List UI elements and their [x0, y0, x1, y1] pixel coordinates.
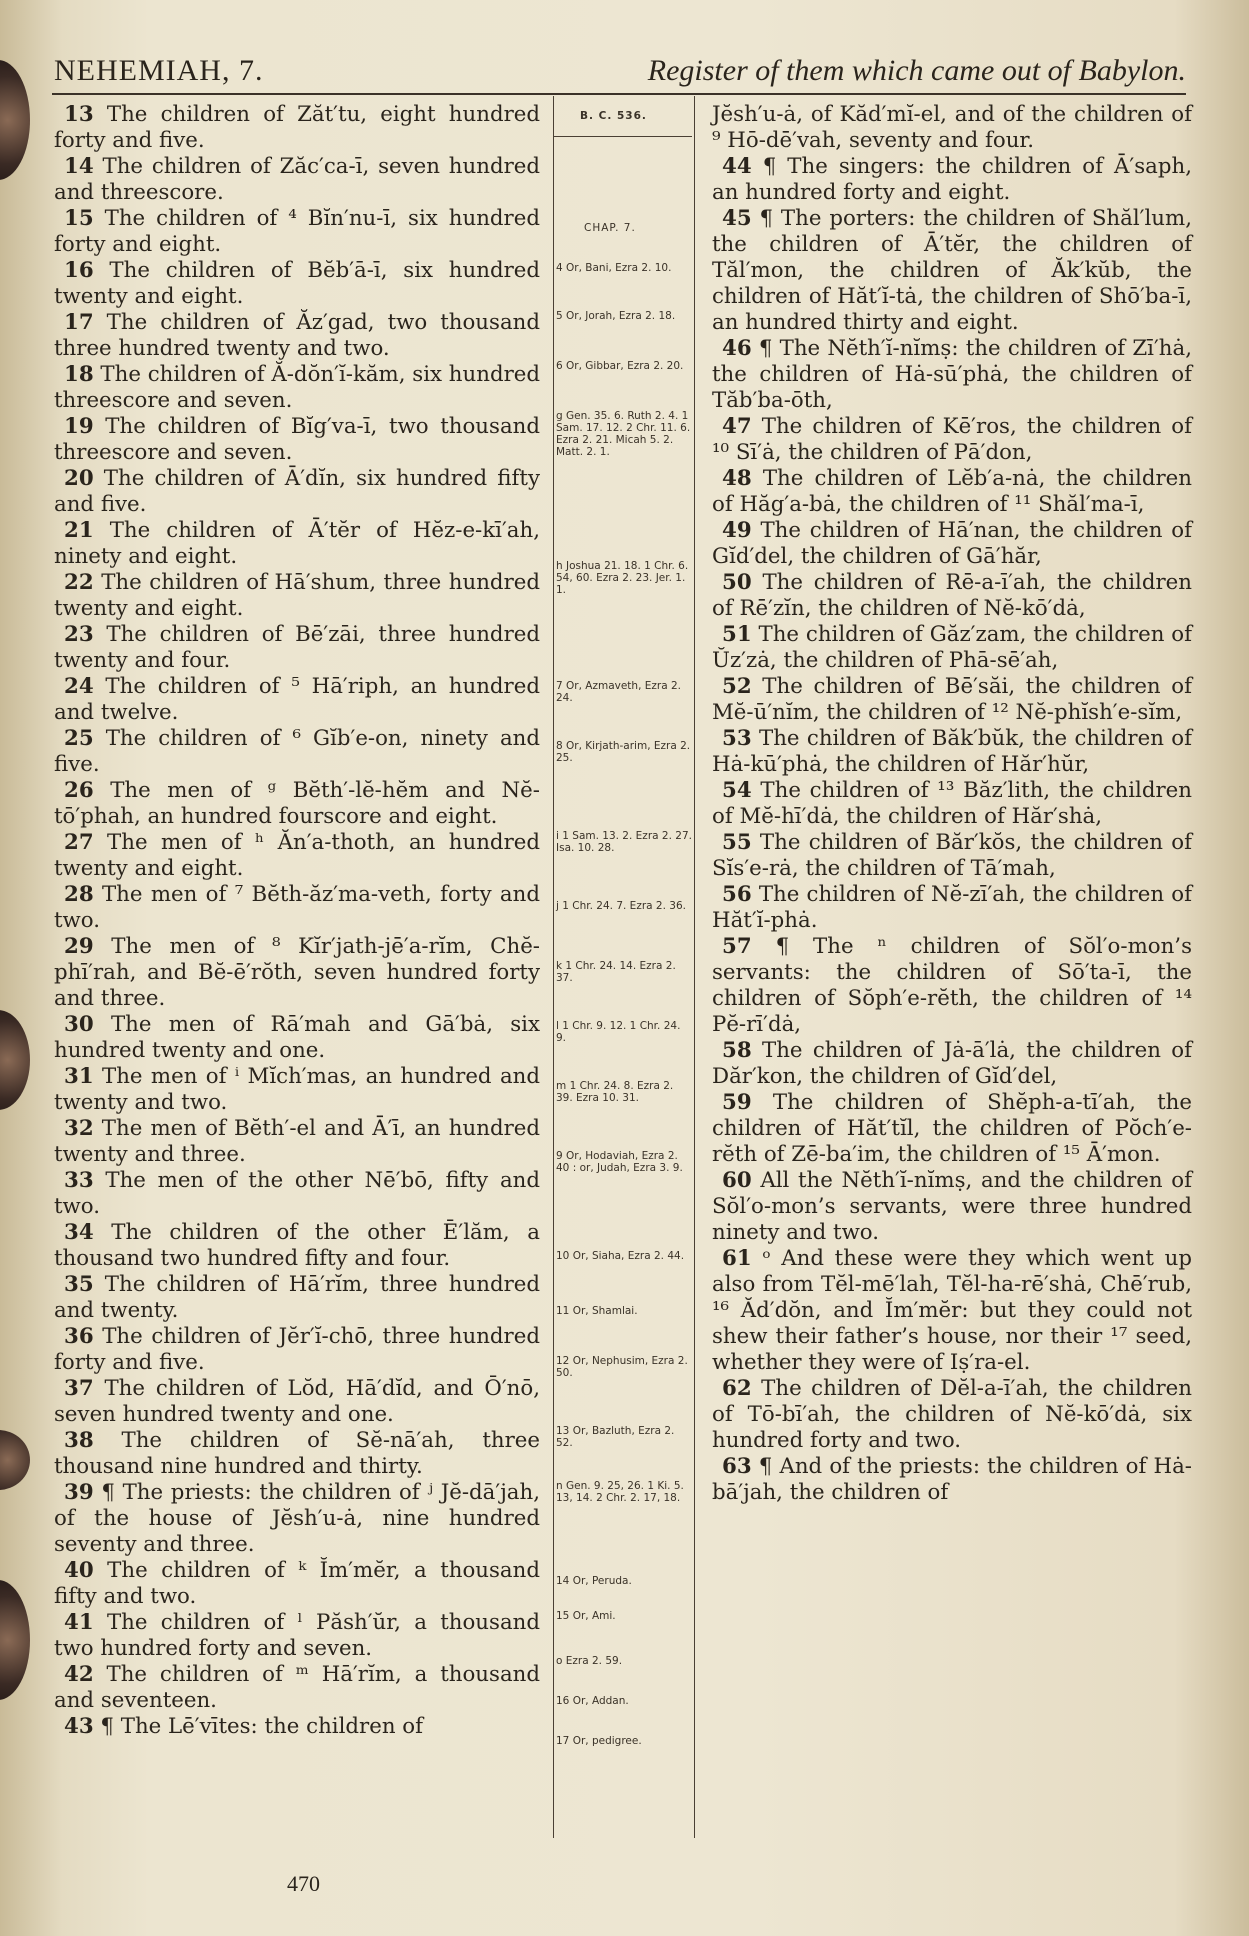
verse-number: 49: [722, 518, 752, 543]
verse: [712, 1168, 1192, 1246]
marginal-reference: 17 Or, pedigree.: [556, 1735, 642, 1747]
verse-text: ¶ The ⁿ children of Sŏl′o-mon’s servants: the children of Sō′ta-ī, the children of Sŏph′e-rĕth, the children of ¹⁴ Pĕ-rī′dȧ,: [712, 934, 1192, 1037]
verse-number: 27: [64, 830, 94, 855]
verse: [54, 1116, 540, 1168]
verse-text: The men of ⁸ Kĭr′jath-jē′a-rĭm, Chĕ-phī′rah, and Bĕ-ē′rŏth, seven hundred forty and three.: [54, 934, 540, 1011]
verse-number: 30: [64, 1012, 94, 1037]
verse: [54, 622, 540, 674]
left-text-column: [54, 102, 540, 1740]
binding-hole-lower: [0, 1430, 30, 1490]
marginal-reference: n Gen. 9. 25, 26. 1 Ki. 5. 13, 14. 2 Chr. 2. 17, 18.: [556, 1480, 684, 1504]
marginal-reference: h Joshua 21. 18. 1 Chr. 6. 54, 60. Ezra 2. 23. Jer. 1. 1.: [556, 560, 689, 596]
verse-text: ¶ And of the priests: the children of Hȧ-bā′jah, the children of: [712, 1454, 1192, 1505]
verse-number: 19: [64, 414, 94, 439]
marginal-reference: 15 Or, Ami.: [556, 1610, 616, 1622]
verse-text: The men of Bĕth′-el and Ā′ī, an hundred twenty and three.: [54, 1116, 540, 1167]
verse: [54, 570, 540, 622]
marginal-reference: 7 Or, Azmaveth, Ezra 2. 24.: [556, 680, 682, 704]
verse-number: 47: [722, 414, 752, 439]
verse: [54, 1324, 540, 1376]
header-rule: [52, 93, 1186, 95]
verse-text: ¶ The porters: the children of Shăl′lum, the children of Ā′tĕr, the children of Tăl′mon, the children of Ăk′kŭb, the children of Hăt′ĭ-tȧ, the children of Shō′ba-ī, an hundred thirty and eight.: [712, 206, 1192, 335]
verse: [54, 414, 540, 466]
verse: [54, 1428, 540, 1480]
verse-number: 32: [64, 1116, 94, 1141]
verse: [54, 1012, 540, 1064]
verse-text: The children of Nĕ-zī′ah, the children of Hăt′ĭ-phȧ.: [712, 882, 1192, 933]
verse-number: 37: [64, 1376, 94, 1401]
right-text-column: [712, 102, 1192, 1506]
verse-number: 59: [722, 1090, 752, 1115]
verse: [712, 336, 1192, 414]
verse: [54, 102, 540, 154]
verse-text: The children of Băr′kŏs, the children of Sĭs′e-rȧ, the children of Tā′mah,: [712, 830, 1192, 881]
verse-number: 20: [64, 466, 94, 491]
verse: [54, 206, 540, 258]
verse-number: 24: [64, 674, 94, 699]
verse: [54, 1480, 540, 1558]
running-header: [54, 54, 1186, 94]
verse-number: 45: [722, 206, 752, 231]
marginal-reference: 8 Or, Kirjath-arim, Ezra 2. 25.: [556, 740, 691, 764]
verse: [54, 882, 540, 934]
verse-number: 41: [64, 1610, 94, 1635]
marginal-reference: 11 Or, Shamlai.: [556, 1305, 638, 1317]
verse-number: 63: [722, 1454, 752, 1479]
left-column-divider: [553, 96, 554, 1838]
marginal-reference: i 1 Sam. 13. 2. Ezra 2. 27. Isa. 10. 28.: [556, 830, 692, 854]
verse-number: 26: [64, 778, 94, 803]
verse-text: The children of Zăt′tu, eight hundred forty and five.: [54, 102, 540, 153]
verse-text: The children of Ăz′gad, two thousand three hundred twenty and two.: [54, 310, 540, 361]
verse-text: The children of Zăc′ca-ī, seven hundred and threescore.: [54, 154, 541, 205]
marginal-reference: 6 Or, Gibbar, Ezra 2. 20.: [556, 360, 684, 372]
verse-text: The children of Hā′nan, the children of Gĭd′del, the children of Gā′hăr,: [712, 518, 1192, 569]
verse-text: The children of Dĕl-a-ī′ah, the children of Tō-bī′ah, the children of Nĕ-kō′dȧ, six hundred forty and two.: [712, 1376, 1192, 1453]
bc-rule: [554, 136, 692, 137]
verse-text: ᵒ And these were they which went up also from Tĕl-mē′lah, Tĕl-ha-rē′shȧ, Chē′rub, ¹⁶ Ăd′dŏn, and Ĭm′mĕr: but they could not shew their father’s house, nor their ¹⁷ seed, whether they were of Iṣ′ra-el.: [712, 1246, 1192, 1375]
verse-text: The men of ⁷ Bĕth-ăz′ma-veth, forty and two.: [54, 882, 540, 933]
verse-number: 42: [64, 1662, 94, 1687]
verse-number: 28: [64, 882, 94, 907]
verse-number: 35: [64, 1272, 94, 1297]
verse-number: 56: [722, 882, 752, 907]
verse-text: The children of ⁴ Bĭn′nu-ī, six hundred forty and eight.: [54, 206, 540, 257]
verse-text: The children of Kē′ros, the children of ¹⁰ Sī′ȧ, the children of Pā′don,: [712, 414, 1192, 465]
verse-text: The children of Hā′rĭm, three hundred and twenty.: [54, 1272, 540, 1323]
verse-number: 51: [722, 622, 752, 647]
verse-text: The children of Ā′tĕr of Hĕz-e-kī′ah, ninety and eight.: [54, 518, 540, 569]
verse-text: The men of ᵍ Bĕth′-lĕ-hĕm and Nĕ-tō′phah, an hundred fourscore and eight.: [54, 778, 540, 829]
verse-number: 38: [64, 1428, 94, 1453]
marginal-reference: k 1 Chr. 24. 14. Ezra 2. 37.: [556, 960, 676, 984]
verse-number: 29: [64, 934, 94, 959]
verse: [712, 1376, 1192, 1454]
verse: [712, 154, 1192, 206]
verse-text: The children of Shĕph-a-tī′ah, the children of Hăt′tĭl, the children of Pŏch′e-rĕth of Zē-ba′im, the children of ¹⁵ Ā′mon.: [712, 1090, 1192, 1167]
verse-text: The children of Sĕ-nā′ah, three thousand nine hundred and thirty.: [54, 1428, 540, 1479]
marginal-reference: j 1 Chr. 24. 7. Ezra 2. 36.: [556, 900, 686, 912]
marginal-reference: 14 Or, Peruda.: [556, 1575, 632, 1587]
verse-number: 21: [64, 518, 94, 543]
binding-hole-bottom: [0, 1580, 30, 1700]
verse: [54, 1714, 540, 1740]
verse-text: The children of Găz′zam, the children of Ŭz′zȧ, the children of Phā-sē′ah,: [712, 622, 1192, 673]
verse-text: The children of ᵏ Ĭm′mĕr, a thousand fifty and two.: [54, 1558, 540, 1609]
verse: [712, 102, 1192, 154]
verse: [712, 414, 1192, 466]
verse: [54, 1272, 540, 1324]
verse: [54, 1220, 540, 1272]
marginal-reference: o Ezra 2. 59.: [556, 1655, 623, 1667]
verse-number: 25: [64, 726, 94, 751]
verse-text: The children of Ā′dĭn, six hundred fifty and five.: [54, 466, 540, 517]
verse-number: 55: [722, 830, 752, 855]
verse-text: The children of Bĭg′va-ī, two thousand threescore and seven.: [54, 414, 540, 465]
verse: [54, 310, 540, 362]
verse-number: 44: [722, 154, 752, 179]
verse-text: ¶ The Nĕth′ĭ-nĭmṣ: the children of Zī′hȧ, the children of Hȧ-sū′phȧ, the children of Tăb′ba-ōth,: [712, 336, 1192, 413]
verse: [54, 1064, 540, 1116]
verse: [712, 570, 1192, 622]
verse: [712, 1090, 1192, 1168]
marginal-reference: 13 Or, Bazluth, Ezra 2. 52.: [556, 1425, 675, 1449]
verse-text: The children of the other Ē′lăm, a thousand two hundred fifty and four.: [54, 1220, 540, 1271]
verse-number: 33: [64, 1168, 94, 1193]
marginal-reference: 4 Or, Bani, Ezra 2. 10.: [556, 262, 672, 274]
verse-number: 22: [64, 570, 94, 595]
verse-text: The children of Lŏd, Hā′dĭd, and Ō′nō, seven hundred twenty and one.: [54, 1376, 540, 1427]
verse-text: The men of ⁱ Mĭch′mas, an hundred and twenty and two.: [54, 1064, 540, 1115]
chapter-label: CHAP. 7.: [584, 222, 636, 234]
verse-text: The children of Jȧ-ā′lȧ, the children of Dăr′kon, the children of Gĭd′del,: [712, 1038, 1192, 1089]
verse-number: 14: [64, 154, 94, 179]
verse: [54, 154, 540, 206]
verse-number: 61: [722, 1246, 752, 1271]
verse-text: ¶ The priests: the children of ʲ Jĕ-dā′jah, of the house of Jĕsh′u-ȧ, nine hundred seventy and three.: [54, 1480, 540, 1557]
verse: [54, 934, 540, 1012]
verse: [712, 1454, 1192, 1506]
verse-text: The men of Rā′mah and Gā′bȧ, six hundred twenty and one.: [54, 1012, 540, 1063]
verse-text: All the Nĕth′ĭ-nĭmṣ, and the children of Sŏl′o-mon’s servants, were three hundred ninety and two.: [712, 1168, 1192, 1245]
verse-number: 48: [722, 466, 752, 491]
bc-date: B. C. 536.: [580, 110, 647, 122]
verse-text: The children of Băk′bŭk, the children of Hȧ-kū′phȧ, the children of Hăr′hŭr,: [712, 726, 1192, 777]
verse: [712, 466, 1192, 518]
verse: [54, 674, 540, 726]
verse-text: The children of Bĕb′ā-ī, six hundred twenty and eight.: [54, 258, 540, 309]
verse: [54, 1168, 540, 1220]
verse: [54, 518, 540, 570]
verse-text: The children of Ă-dŏn′ĭ-kăm, six hundred threescore and seven.: [54, 362, 541, 413]
marginal-reference: 9 Or, Hodaviah, Ezra 2. 40 : or, Judah, Ezra 3. 9.: [556, 1150, 683, 1174]
verse: [54, 258, 540, 310]
verse: [712, 206, 1192, 336]
verse-text: The men of the other Nē′bō, fifty and two.: [54, 1168, 540, 1219]
section-title: Register of them which came out of Babylon.: [647, 54, 1186, 87]
marginal-reference: l 1 Chr. 9. 12. 1 Chr. 24. 9.: [556, 1020, 681, 1044]
verse: [712, 882, 1192, 934]
verse: [54, 726, 540, 778]
verse: [712, 934, 1192, 1038]
verse-text: The children of Jĕr′ĭ-chō, three hundred forty and five.: [54, 1324, 540, 1375]
verse-number: 54: [722, 778, 752, 803]
verse: [712, 726, 1192, 778]
verse-text: The men of ʰ Ăn′a-thoth, an hundred twenty and eight.: [54, 830, 540, 881]
marginal-reference: 10 Or, Siaha, Ezra 2. 44.: [556, 1250, 685, 1262]
verse-text: The children of Bē′săi, the children of Mĕ-ū′nĭm, the children of ¹² Nĕ-phĭsh′e-sĭm,: [712, 674, 1192, 725]
verse-text: Jĕsh′u-ȧ, of Kăd′mĭ-el, and of the children of ⁹ Hō-dē′vah, seventy and four.: [712, 102, 1192, 153]
verse-number: 50: [722, 570, 752, 595]
marginal-reference: g Gen. 35. 6. Ruth 2. 4. 1 Sam. 17. 12. 2 Chr. 11. 6. Ezra 2. 21. Micah 5. 2. Matt. 2. 1.: [556, 410, 691, 458]
verse-text: ¶ The Lē′vītes: the children of: [100, 1714, 424, 1739]
verse: [712, 1246, 1192, 1376]
verse: [54, 466, 540, 518]
verse-text: The children of Bē′zāi, three hundred twenty and four.: [54, 622, 540, 673]
verse: [712, 674, 1192, 726]
verse-number: 40: [64, 1558, 94, 1583]
verse: [54, 1376, 540, 1428]
verse-text: The children of ⁵ Hā′riph, an hundred and twelve.: [54, 674, 540, 725]
verse: [54, 362, 540, 414]
verse-text: The children of Lĕb′a-nȧ, the children of Hăg′a-bȧ, the children of ¹¹ Shăl′ma-ī,: [712, 466, 1192, 517]
verse-text: The children of Hā′shum, three hundred twenty and eight.: [54, 570, 540, 621]
verse: [712, 518, 1192, 570]
verse-number: 15: [64, 206, 94, 231]
page-number: 470: [287, 1871, 320, 1896]
verse-number: 43: [64, 1714, 94, 1739]
marginal-reference: 12 Or, Nephusim, Ezra 2. 50.: [556, 1355, 688, 1379]
verse-number: 36: [64, 1324, 94, 1349]
verse-number: 53: [722, 726, 752, 751]
verse-number: 39: [64, 1480, 94, 1505]
verse-text: The children of ¹³ Băz′lith, the children of Mĕ-hī′dȧ, the children of Hăr′shȧ,: [712, 778, 1192, 829]
marginal-reference: 5 Or, Jorah, Ezra 2. 18.: [556, 310, 676, 322]
verse-number: 23: [64, 622, 94, 647]
verse-number: 62: [722, 1376, 752, 1401]
binding-hole-middle: [0, 1010, 30, 1110]
marginal-reference: 16 Or, Addan.: [556, 1695, 629, 1707]
verse-number: 52: [722, 674, 752, 699]
verse: [712, 830, 1192, 882]
verse-text: The children of ᵐ Hā′rĭm, a thousand and seventeen.: [54, 1662, 540, 1713]
verse-number: 16: [64, 258, 94, 283]
verse-number: 18: [64, 362, 94, 387]
binding-hole-top: [0, 60, 30, 180]
verse-number: 58: [722, 1038, 752, 1063]
marginal-reference: m 1 Chr. 24. 8. Ezra 2. 39. Ezra 10. 31.: [556, 1080, 674, 1104]
verse-text: ¶ The singers: the children of Ā′saph, an hundred forty and eight.: [712, 154, 1192, 205]
verse-number: 57: [722, 934, 752, 959]
verse-number: 34: [64, 1220, 94, 1245]
verse-number: 31: [64, 1064, 94, 1089]
verse-number: 46: [722, 336, 752, 361]
verse-number: 17: [64, 310, 94, 335]
verse-number: 60: [722, 1168, 752, 1193]
verse-text: The children of ˡ Păsh′ŭr, a thousand two hundred forty and seven.: [54, 1610, 540, 1661]
verse: [712, 1038, 1192, 1090]
book-chapter-title: NEHEMIAH, 7.: [54, 54, 264, 87]
verse-number: 13: [64, 102, 94, 127]
verse: [712, 622, 1192, 674]
verse: [54, 830, 540, 882]
verse-text: The children of Rē-a-ī′ah, the children of Rē′zĭn, the children of Nĕ-kō′dȧ,: [712, 570, 1193, 621]
verse: [54, 1662, 540, 1714]
verse: [54, 778, 540, 830]
verse: [712, 778, 1192, 830]
verse-text: The children of ⁶ Gĭb′e-on, ninety and five.: [54, 726, 540, 777]
verse: [54, 1558, 540, 1610]
verse: [54, 1610, 540, 1662]
right-column-divider: [694, 96, 695, 1838]
